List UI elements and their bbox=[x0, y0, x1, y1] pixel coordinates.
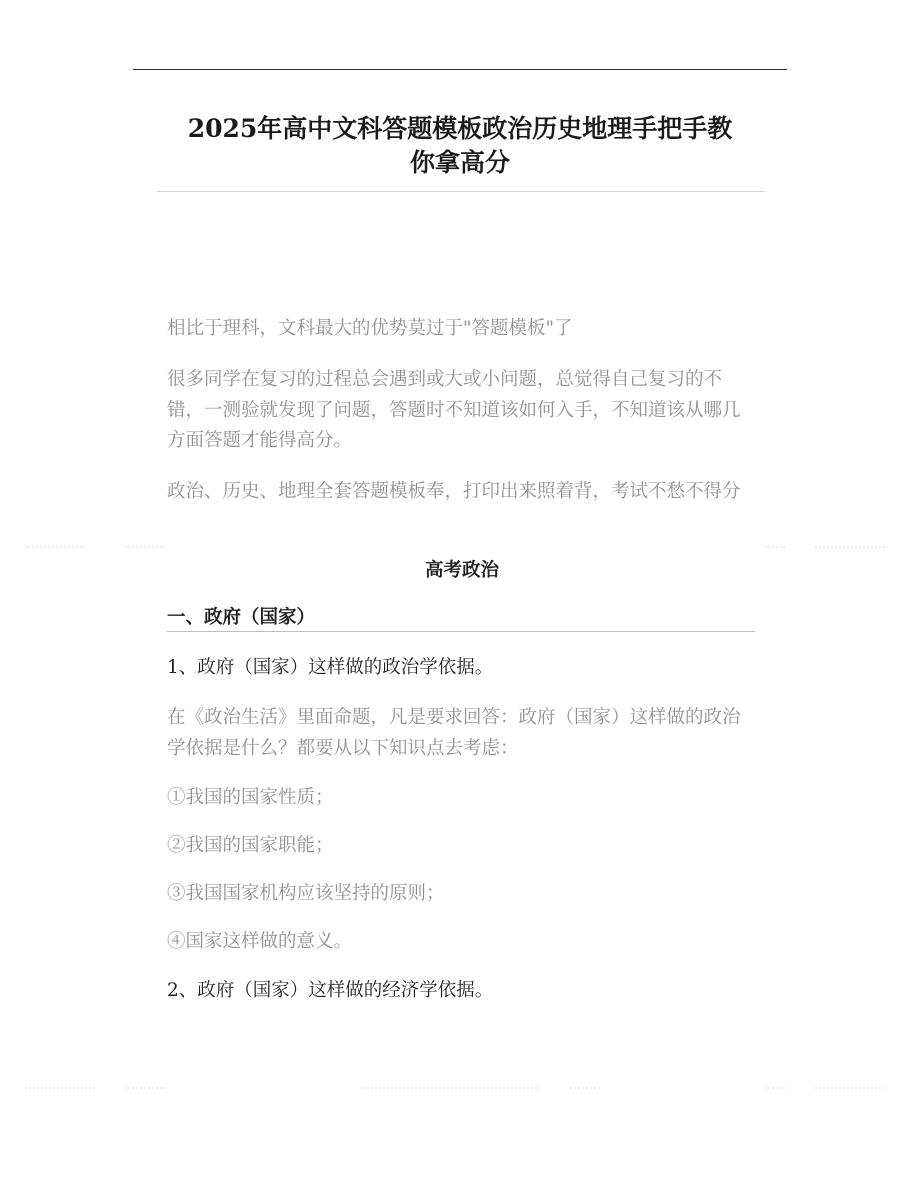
document-title bbox=[140, 112, 780, 180]
title-divider bbox=[157, 191, 765, 192]
faint-dotted-rule bbox=[125, 1087, 165, 1089]
item-1-title: 1、政府（国家）这样做的政治学依据。 bbox=[167, 657, 494, 678]
faint-dotted-rule bbox=[765, 546, 785, 548]
section-heading: 一、政府（国家） bbox=[167, 603, 755, 632]
point-4: ④国家这样做的意义。 bbox=[167, 931, 353, 952]
title-line-2: 你拿高分 bbox=[409, 148, 510, 177]
faint-dotted-rule bbox=[360, 1087, 540, 1089]
point-1: ①我国的国家性质； bbox=[167, 787, 334, 808]
point-3: ③我国国家机构应该坚持的原则； bbox=[167, 883, 445, 904]
faint-dotted-rule bbox=[570, 1087, 600, 1089]
faint-dotted-rule bbox=[765, 1087, 785, 1089]
faint-dotted-rule bbox=[815, 546, 885, 548]
faint-dotted-rule bbox=[815, 1087, 885, 1089]
top-rule bbox=[133, 69, 787, 70]
faint-dotted-rule bbox=[25, 1087, 95, 1089]
faint-dotted-rule bbox=[25, 546, 85, 548]
title-line-1: 2025年高中文科答题模板政治历史地理手把手教 bbox=[187, 114, 733, 143]
subject-heading: 高考政治 bbox=[424, 560, 499, 581]
intro-paragraph-1: 相比于理科，文科最大的优势莫过于"答题模板"了 bbox=[167, 318, 573, 339]
point-2: ②我国的国家职能； bbox=[167, 835, 334, 856]
faint-dotted-rule bbox=[125, 546, 165, 548]
item-1-description: 在《政治生活》里面命题，凡是要求回答：政府（国家）这样做的政治学依据是什么？都要从以下知识点去考虑： bbox=[167, 707, 741, 759]
intro-paragraph-3: 政治、历史、地理全套答题模板奉，打印出来照着背，考试不愁不得分 bbox=[167, 481, 741, 502]
intro-paragraph-2: 很多同学在复习的过程总会遇到或大或小问题，总觉得自己复习的不错，一测验就发现了问题，答题时不知道该如何入手，不知道该从哪几方面答题才能得高分。 bbox=[167, 369, 741, 451]
item-2-title: 2、政府（国家）这样做的经济学依据。 bbox=[167, 980, 494, 1001]
